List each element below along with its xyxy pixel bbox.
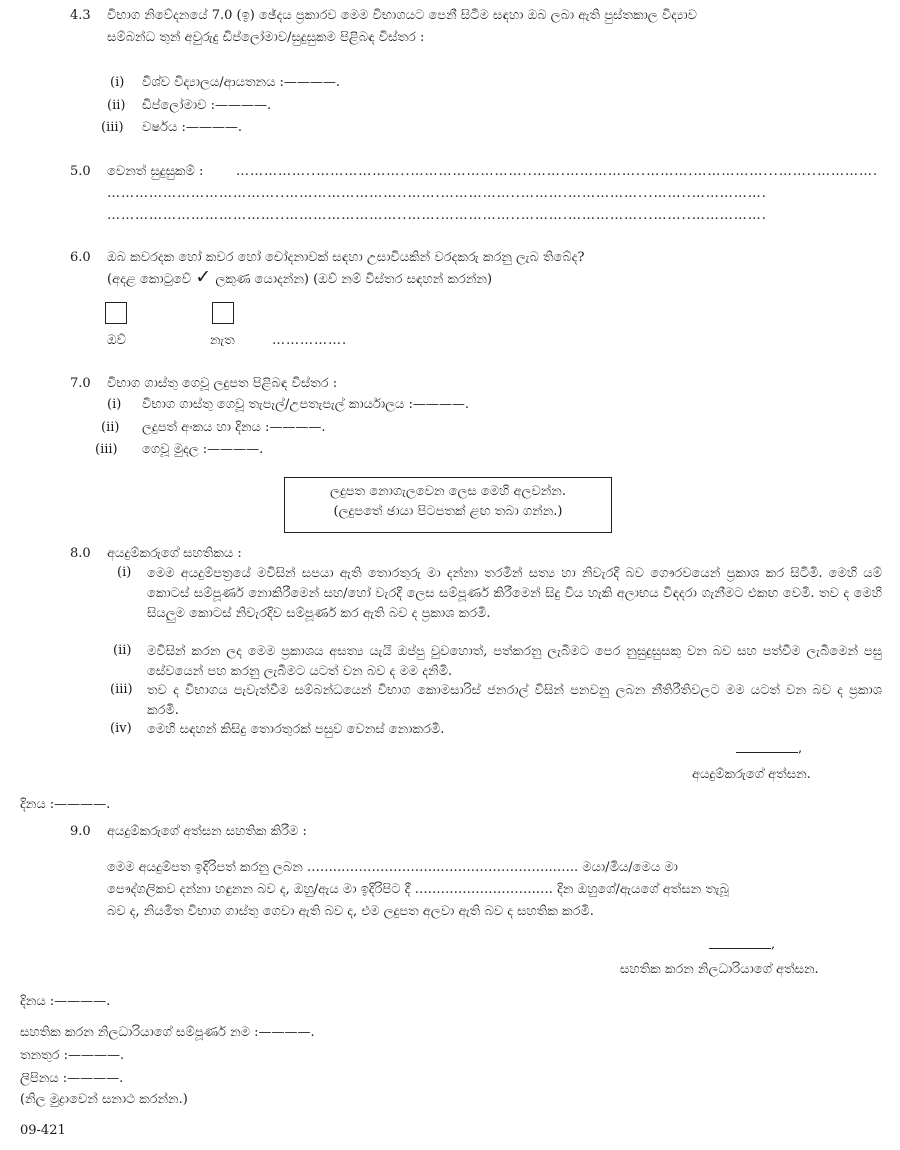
no-label: නැත xyxy=(210,333,235,348)
section-title: විභාග ගාස්තු ගෙවූ ලදුපත පිළිබඳ විස්තර : xyxy=(107,376,338,391)
field-university: විශ්ව විද්‍යාලය/ආයතනය :————. xyxy=(142,75,341,90)
item-roman: (iii) xyxy=(95,442,118,457)
yes-checkbox[interactable] xyxy=(105,302,127,324)
other-qualifications-label: වෙනත් සුදුසුකම් : xyxy=(107,164,204,179)
date-field: දිනය :————. xyxy=(20,797,111,812)
item-roman: (iii) xyxy=(110,682,133,697)
officer-name-field: සහතික කරන නිලධාරියාගේ සම්පූර්ණ නම :————. xyxy=(20,1025,315,1040)
date-field: දිනය :————. xyxy=(20,994,111,1009)
certification-paragraph: මෙම අයදුම්පත ඉදිරිපත් කරනු ලබන ……..…………………..……………………...….. මයා/මිය/මෙය මා xyxy=(107,860,678,875)
item-roman: (ii) xyxy=(101,420,120,435)
declaration-paragraph: තව ද විභාගය පැවැත්වීම සම්බන්ධයෙන් විභාග කොමසාරිස් ජනරාල් විසින් පනවනු ලබන නීතිරීතිවලට මම යටත් වන බව ද ප්‍රකාශ කරමි. xyxy=(147,683,882,718)
field-diploma: ඩිප්ලෝමාව :————. xyxy=(142,98,272,113)
certification-paragraph: පෞද්ගලිකව දන්නා හඳුනන බව ද, ඔහු/ඇය මා ඉදිරිපිට දී ……………………….…. දින ඔහුගේ/ඇයගේ අත්සන තැබූ xyxy=(107,882,729,897)
section-number: 9.0 xyxy=(70,824,91,839)
instruction-text: (අදළ කොටුවේ ✓ ලකුණ යොදන්න) (ඔව් නම් විස්තර සඳහන් කරන්න) xyxy=(107,266,493,288)
section-title: අයදුම්කරුගේ සහතිකය : xyxy=(107,546,242,561)
dotted-line: ………………………………..……………………..…….……………..……….……………...……..……………. xyxy=(107,186,767,201)
field-receipt-number: ලදුපත් අංකය හා දිනය :————. xyxy=(142,420,326,435)
item-roman: (iv) xyxy=(110,721,132,736)
item-roman: (i) xyxy=(117,565,132,580)
applicant-signature-label: අයදුම්කරුගේ අත්සන. xyxy=(692,767,811,782)
section-number: 4.3 xyxy=(70,8,91,23)
declaration-paragraph: මෙහි සඳහන් කිසිදු තොරතුරක් පසුව වෙනස් නොකරමි. xyxy=(147,722,445,737)
dotted-line: ………………………………..……………………..…….……………..……….……………...……..……………. xyxy=(107,208,767,223)
field-amount: ගෙවූ මුදල :————. xyxy=(142,442,264,457)
item-roman: (ii) xyxy=(107,98,126,113)
receipt-paste-area[interactable]: ලදුපත නොගැලවෙන ලෙස මෙහි අලවන්න. (ලදුපතේ ඡායා පිටපතක් ළඟ තබා ගන්න.) xyxy=(284,477,612,533)
dotted-line: ……………..………………..……………………..…….……………..……….……………...……..…………. xyxy=(236,164,879,179)
official-seal-note: (නිල මුද්‍රාවෙන් සනාථ කරන්න.) xyxy=(20,1092,188,1107)
section-number: 6.0 xyxy=(70,250,91,265)
item-roman: (i) xyxy=(107,397,122,412)
signature-line[interactable] xyxy=(736,752,798,753)
item-roman: (ii) xyxy=(113,643,132,658)
section-number: 7.0 xyxy=(70,376,91,391)
no-checkbox[interactable] xyxy=(212,302,234,324)
field-year: වර්ෂය :————. xyxy=(142,120,242,135)
certification-paragraph: බව ද, නියමිත විභාග ගාස්තු ගෙවා ඇති බව ද, එම ලදුපත අලවා ඇති බව ද සහතික කරමි. xyxy=(107,904,594,919)
section-text: සම්බන්ධ තුන් අවුරුදු ඩිප්ලෝමාව/සුදුසුකම පිළිබඳ විස්තර : xyxy=(107,30,425,45)
section-title: අයදුම්කරුගේ අත්සන සහතික කිරීම : xyxy=(107,824,307,839)
section-number: 5.0 xyxy=(70,164,91,179)
item-roman: (i) xyxy=(110,75,125,90)
officer-address-field: ලිපිනය :————. xyxy=(20,1071,124,1086)
signature-line[interactable] xyxy=(709,948,771,949)
conviction-question: ඔබ කවරදක හෝ කවර හෝ චෝදනාවක් සඳහා උසාවියකින් වරදකරු කරනු ලැබ තිබේද? xyxy=(107,250,585,265)
officer-position-field: තනතුර :————. xyxy=(20,1048,125,1063)
check-mark-icon: ✓ xyxy=(195,266,212,288)
section-text: විභාග නිවේදනයේ 7.0 (ඉ) ඡේදය ප්‍රකාරව මෙම විභාගයට පෙනී සිටීම සඳහා ඔබ ලබා ඇති පුස්තකාල විද්‍යාව xyxy=(107,8,698,23)
declaration-paragraph: මෙම අයදුම්පත්‍රයේ මවිසින් සපයා ඇති තොරතුරු මා දන්නා තරමින් සත්‍ය හා නිවැරදි බව ගෞරවයෙන් ප්‍රකාශ කර සිටිමි. මෙහි යම් කොටස් සම්පූර්ණ නොකිරීමෙන් සහ/හෝ වැරදි ලෙස සම්පූර්ණ කිරීමෙන් සිදු විය හැකි අලාභය විඳදරා ගැනීමට එකඟ වෙමි. තව ද මෙහි සියලුම කොටස් නිවැරදිව සම්පූර්ණ කර ඇති බව ද ප්‍රකාශ කරමි. xyxy=(147,566,882,621)
dotted-line: ……………. xyxy=(272,333,348,348)
officer-signature-label: සහතික කරන නිලධාරියාගේ අත්සන. xyxy=(620,962,819,977)
field-post-office: විභාග ගාස්තු ගෙවූ තැපැල්/උපතැපැල් කාර්යාලය :————. xyxy=(142,397,470,412)
form-code: 09-421 xyxy=(20,1123,66,1138)
section-number: 8.0 xyxy=(70,546,91,561)
yes-label: ඔව් xyxy=(107,333,126,348)
declaration-paragraph: මවිසින් කරන ලද මෙම ප්‍රකාශය අසත්‍ය යැයි ඔප්පු වුවහොත්, පත්කරනු ලැබීමට පෙර නුසුදුසුසකු වන බව සහ පත්වීම ලැබීමෙන් පසු සේවයෙන් පහ කරනු ලැබීමට යටත් වන බව ද මම දනිමි. xyxy=(147,644,882,679)
item-roman: (iii) xyxy=(101,120,124,135)
